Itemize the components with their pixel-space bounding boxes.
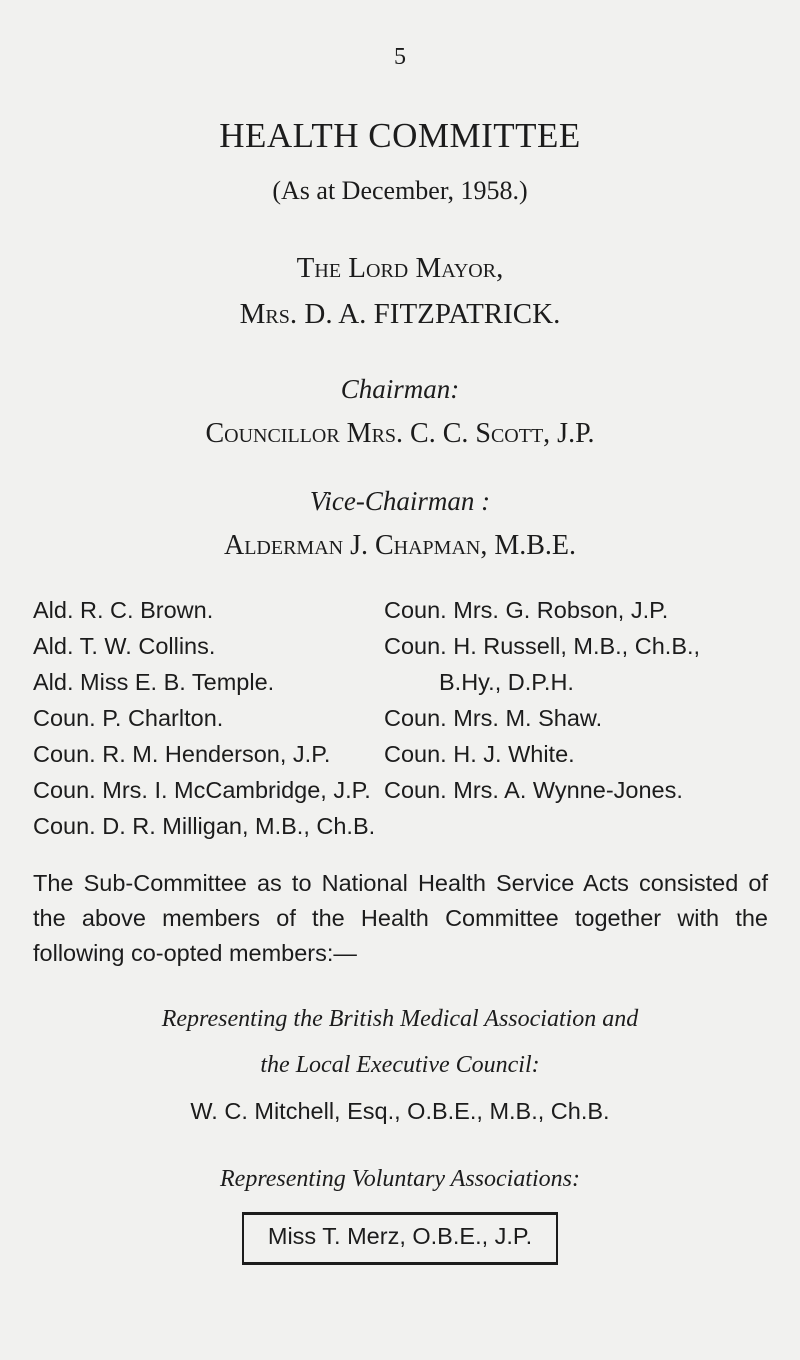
member-entry: Coun. Mrs. I. McCambridge, J.P.: [33, 777, 371, 803]
chairman-name: Councillor Mrs. C. C. Scott, J.P.: [205, 418, 595, 449]
voluntary-member-box: Miss T. Merz, O.B.E., J.P.: [242, 1212, 558, 1265]
member-entry: Ald. R. C. Brown.: [33, 597, 214, 623]
member-entry: Coun. H. Russell, M.B., Ch.B.,: [384, 633, 701, 659]
vice-chairman-name: Alderman J. Chapman, M.B.E.: [223, 530, 577, 561]
bma-heading-line1: Representing the British Medical Association and: [161, 1006, 639, 1032]
lord-mayor-name: Mrs. D. A. FITZPATRICK.: [239, 298, 561, 330]
voluntary-heading: Representing Voluntary Associations:: [220, 1166, 580, 1192]
chairman-role: Chairman:: [340, 374, 460, 404]
members-right-column: [384, 592, 700, 808]
member-entry: Coun. Mrs. G. Robson, J.P.: [384, 597, 669, 623]
date-note: (As at December, 1958.): [272, 176, 528, 205]
members-left-column: [33, 592, 375, 844]
page-title: HEALTH COMMITTEE: [219, 116, 581, 155]
bma-member: W. C. Mitchell, Esq., O.B.E., M.B., Ch.B.: [190, 1098, 610, 1124]
member-entry: Ald. Miss E. B. Temple.: [33, 669, 275, 695]
page-number: 5: [394, 44, 406, 70]
vice-chairman-role: Vice-Chairman :: [309, 486, 491, 516]
subcommittee-paragraph: The Sub-Committee as to National Health Service Acts consisted of the above members of the Health Committee together with the following co-opted members:—: [33, 870, 768, 966]
member-entry: Coun. H. J. White.: [384, 741, 575, 767]
member-entry: Coun. Mrs. A. Wynne-Jones.: [384, 777, 683, 803]
member-entry: Coun. P. Charlton.: [33, 705, 224, 731]
member-entry: Coun. R. M. Henderson, J.P.: [33, 741, 331, 767]
member-entry: Ald. T. W. Collins.: [33, 633, 216, 659]
member-entry: Coun. Mrs. M. Shaw.: [384, 705, 603, 731]
member-entry: Coun. D. R. Milligan, M.B., Ch.B.: [33, 813, 376, 839]
voluntary-member-box-wrapper: [0, 1212, 800, 1265]
lord-mayor-title: The Lord Mayor,: [296, 252, 504, 284]
member-entry-continuation: B.Hy., D.P.H.: [439, 669, 574, 695]
bma-heading-line2: the Local Executive Council:: [260, 1052, 540, 1078]
